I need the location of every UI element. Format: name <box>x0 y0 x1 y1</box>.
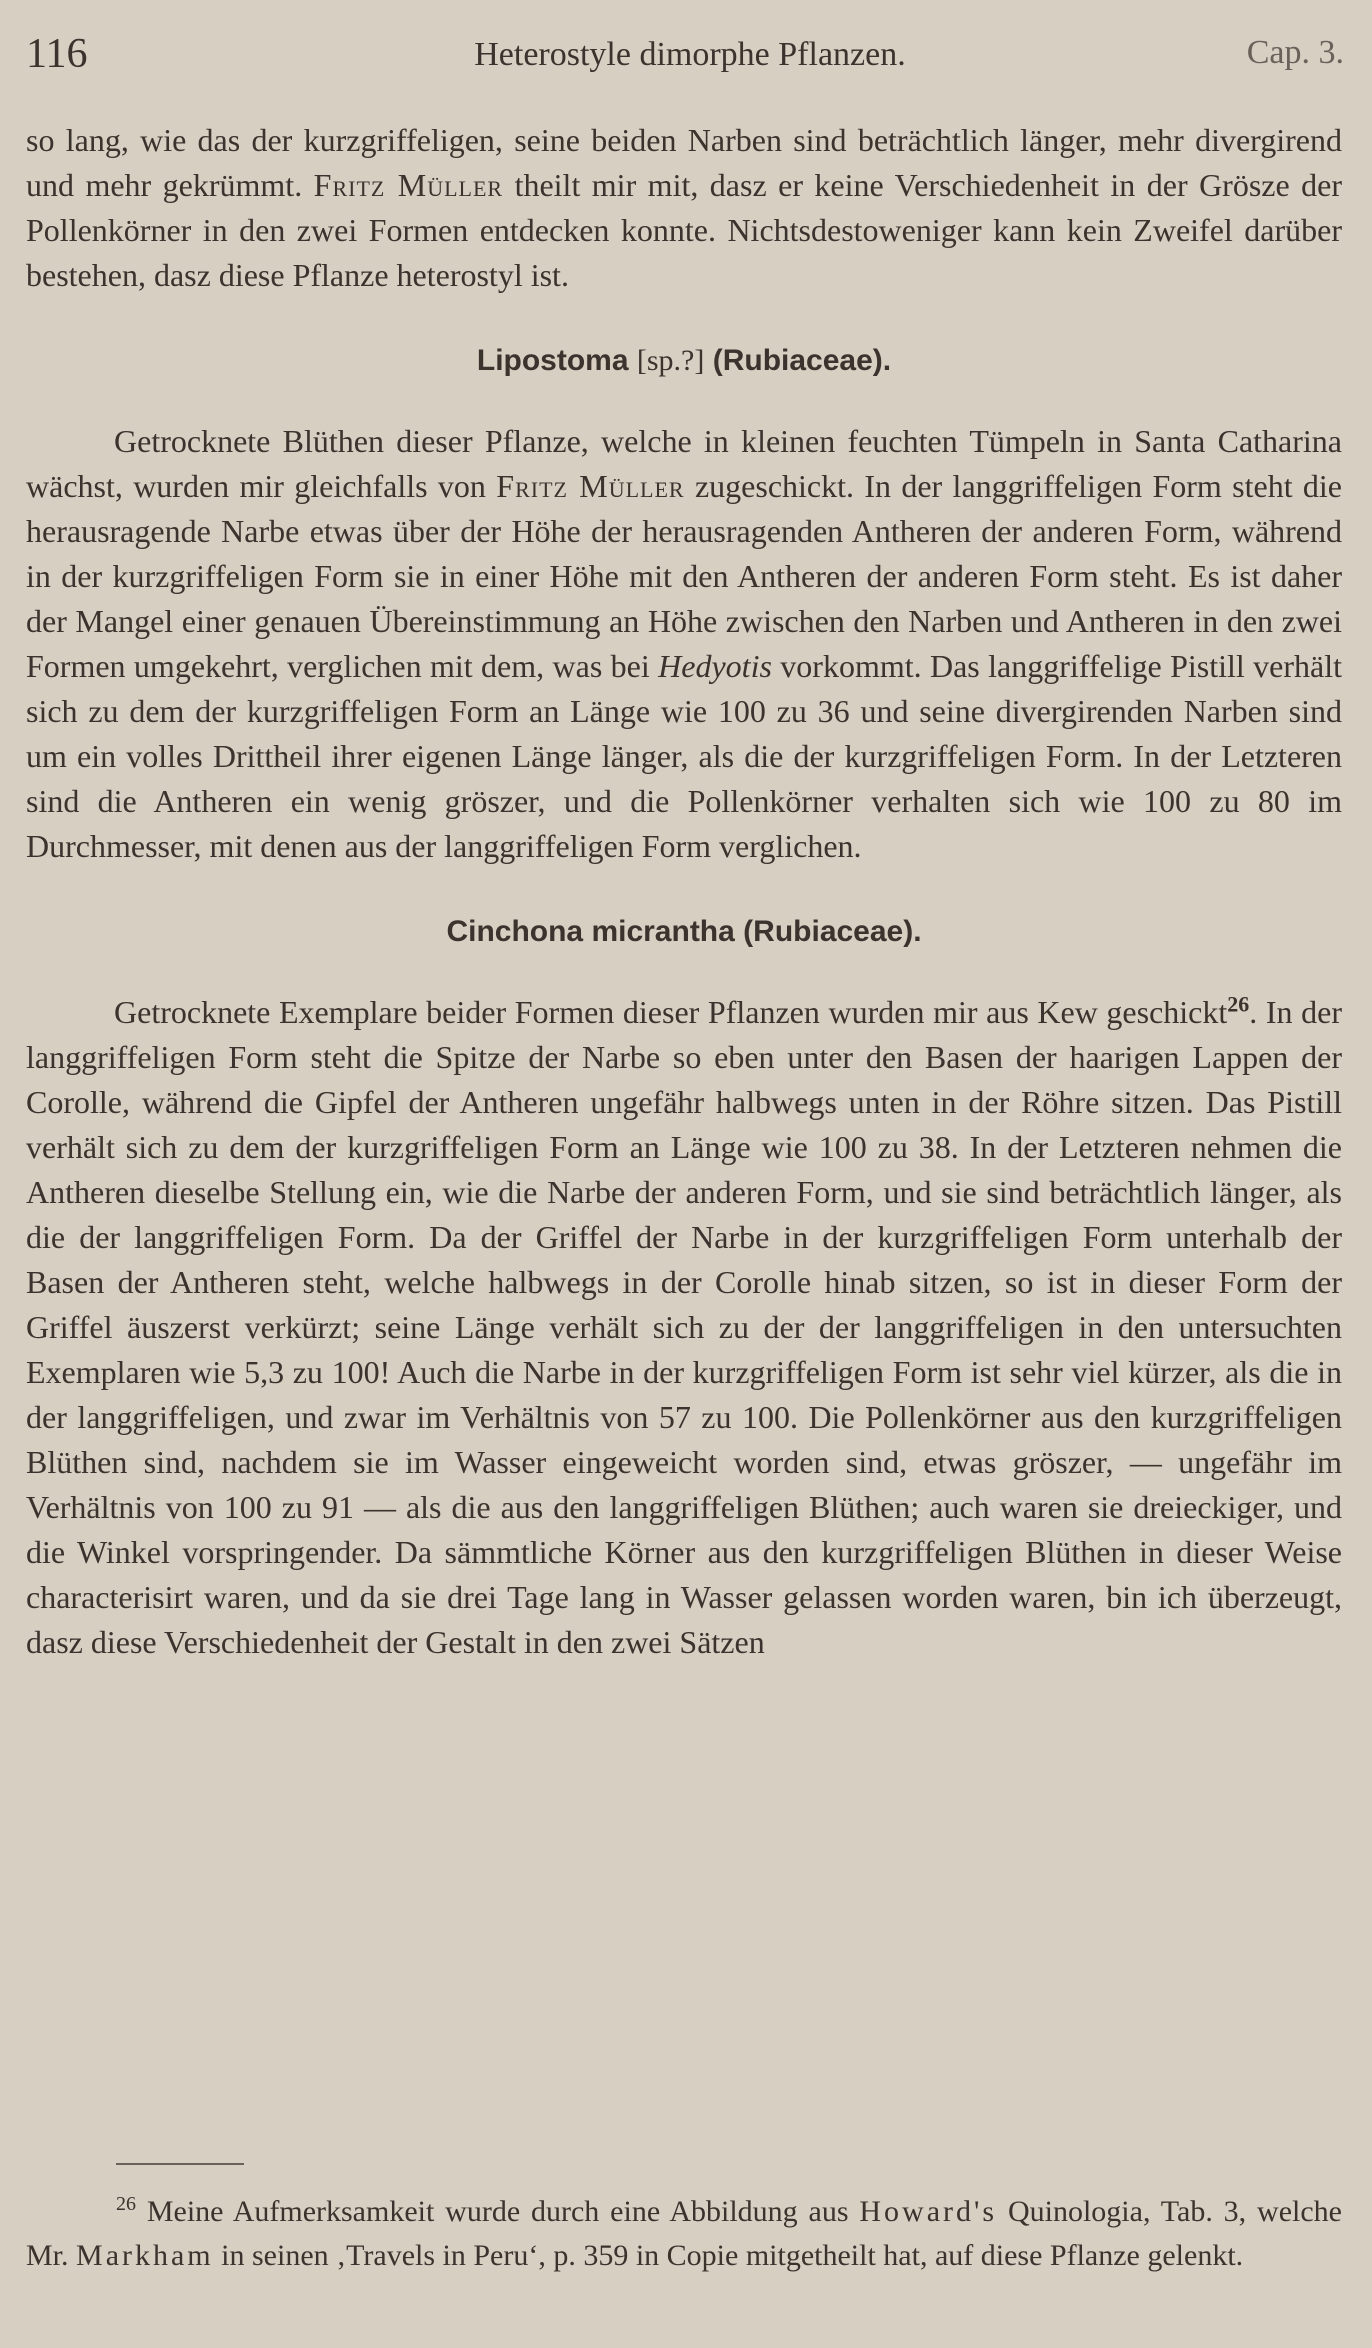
author-name: Fritz Müller <box>496 468 685 504</box>
text-run: Getrocknete Blüthen dieser Pflanze, welche in kleinen feuchten Tümpeln in Santa Catharina wächst, wurden mir gleichfalls von <box>26 423 1342 504</box>
paragraph-continuation <box>26 118 1342 298</box>
author-name: Markham <box>76 2239 214 2272</box>
footnote-marker: 26 <box>116 2193 136 2215</box>
text-run: Quinologia, Tab. 3, welche Mr. <box>26 2195 1342 2272</box>
heading-family: (Rubiaceae). <box>743 915 922 948</box>
section-heading-cinchona <box>26 909 1342 954</box>
running-header <box>26 30 1344 80</box>
running-title: Heterostyle dimorphe Pflanzen. <box>474 36 906 73</box>
text-run: theilt mir mit, dasz er keine Verschiedenheit in der Grösze der Pollenkörner in den zwei Formen entdecken konnte. Nichtsdestoweniger kann kein Zweifel darüber bestehen, dasz diese Pflanze heterostyl ist. <box>26 167 1342 293</box>
main-text <box>26 118 1342 1665</box>
text-run: so lang, wie das der kurzgriffeligen, seine beiden Narben sind beträchtlich länger, mehr divergirend und mehr gekrümmt. <box>26 122 1342 203</box>
footnote-reference[interactable]: 26 <box>1227 991 1250 1017</box>
genus-name: Hedyotis <box>658 648 772 684</box>
author-name: Howard's <box>859 2195 998 2228</box>
text-run: Meine Aufmerksamkeit wurde durch eine Abbildung aus <box>136 2195 860 2228</box>
text-run: Getrocknete Exemplare beider Formen dieser Pflanzen wurden mir aus Kew geschickt <box>114 994 1228 1030</box>
heading-species: [sp.?] <box>636 344 705 377</box>
text-run: in seinen ‚Travels in Peru‘, p. 359 in Copie mitgetheilt hat, auf diese Pflanze gelenkt. <box>213 2239 1244 2272</box>
heading-genus: Lipostoma <box>476 344 629 377</box>
heading-genus: Cinchona micrantha <box>446 915 735 948</box>
page-number: 116 <box>26 31 88 77</box>
footnote <box>26 2190 1342 2278</box>
footnote-divider <box>116 2163 244 2165</box>
paragraph-lipostoma <box>26 419 1342 869</box>
paragraph-cinchona <box>26 990 1342 1665</box>
text-run: vorkommt. Das langgriffelige Pistill verhält sich zu dem der kurzgriffeligen Form an Länge wie 100 zu 36 und seine divergirenden Narben sind um ein volles Drittheil ihrer eigenen Länge länger, als die der kurzgriffeligen Form. In der Letzteren sind die Antheren ein wenig gröszer, und die Pollenkörner verhalten sich wie 100 zu 80 im Durchmesser, mit denen aus der langgriffeligen Form verglichen. <box>26 648 1343 864</box>
text-run: zugeschickt. In der langgriffeligen Form steht die herausragende Narbe etwas über der Höhe der herausragenden Antheren der anderen Form, während in der kurzgriffeligen Form sie in einer Höhe mit den Antheren der anderen Form steht. Es ist daher der Mangel einer genauen Übereinstimmung an Höhe zwischen den Narben und Antheren in den zwei Formen umgekehrt, verglichen mit dem, was bei <box>26 468 1343 684</box>
section-heading-lipostoma <box>26 338 1342 383</box>
chapter-label: Cap. 3. <box>1246 34 1344 71</box>
text-run: . In der langgriffeligen Form steht die Spitze der Narbe so eben unter den Basen der haarigen Lappen der Corolle, während die Gipfel der Antheren ungefähr halbwegs unten in der Röhre sitzen. Das Pistill verhält sich zu dem der kurzgriffeligen Form an Länge wie 100 zu 38. In der Letzteren nehmen die Antheren dieselbe Stellung ein, wie die Narbe der anderen Form, und sie sind beträchtlich länger, als die der langgriffeligen Form. Da der Griffel der Narbe in der kurzgriffeligen Form unterhalb der Basen der Antheren steht, welche halbwegs in der Corolle hinab sitzen, so ist in dieser Form der Griffel äuszerst verkürzt; seine Länge verhält sich zu der der langgriffeligen in den untersuchten Exemplaren wie 5,3 zu 100! Auch die Narbe in der kurzgriffeligen Form ist sehr viel kürzer, als die in der langgriffeligen, und zwar im Verhältnis von 57 zu 100. Die Pollenkörner aus den kurzgriffeligen Blüthen sind, nachdem sie im Wasser eingeweicht worden sind, etwas gröszer, — ungefähr im Verhältnis von 100 zu 91 — als die aus den langgriffeligen Blüthen; auch waren sie dreieckiger, und die Winkel vorspringender. Da sämmtliche Körner aus den kurzgriffeligen Blüthen in dieser Weise characterisirt waren, und da sie drei Tage lang in Wasser gelassen worden waren, bin ich überzeugt, dasz diese Verschiedenheit der Gestalt in den zwei Sätzen <box>26 994 1343 1660</box>
author-name: Fritz Müller <box>313 167 504 203</box>
heading-family: (Rubiaceae). <box>712 344 892 377</box>
